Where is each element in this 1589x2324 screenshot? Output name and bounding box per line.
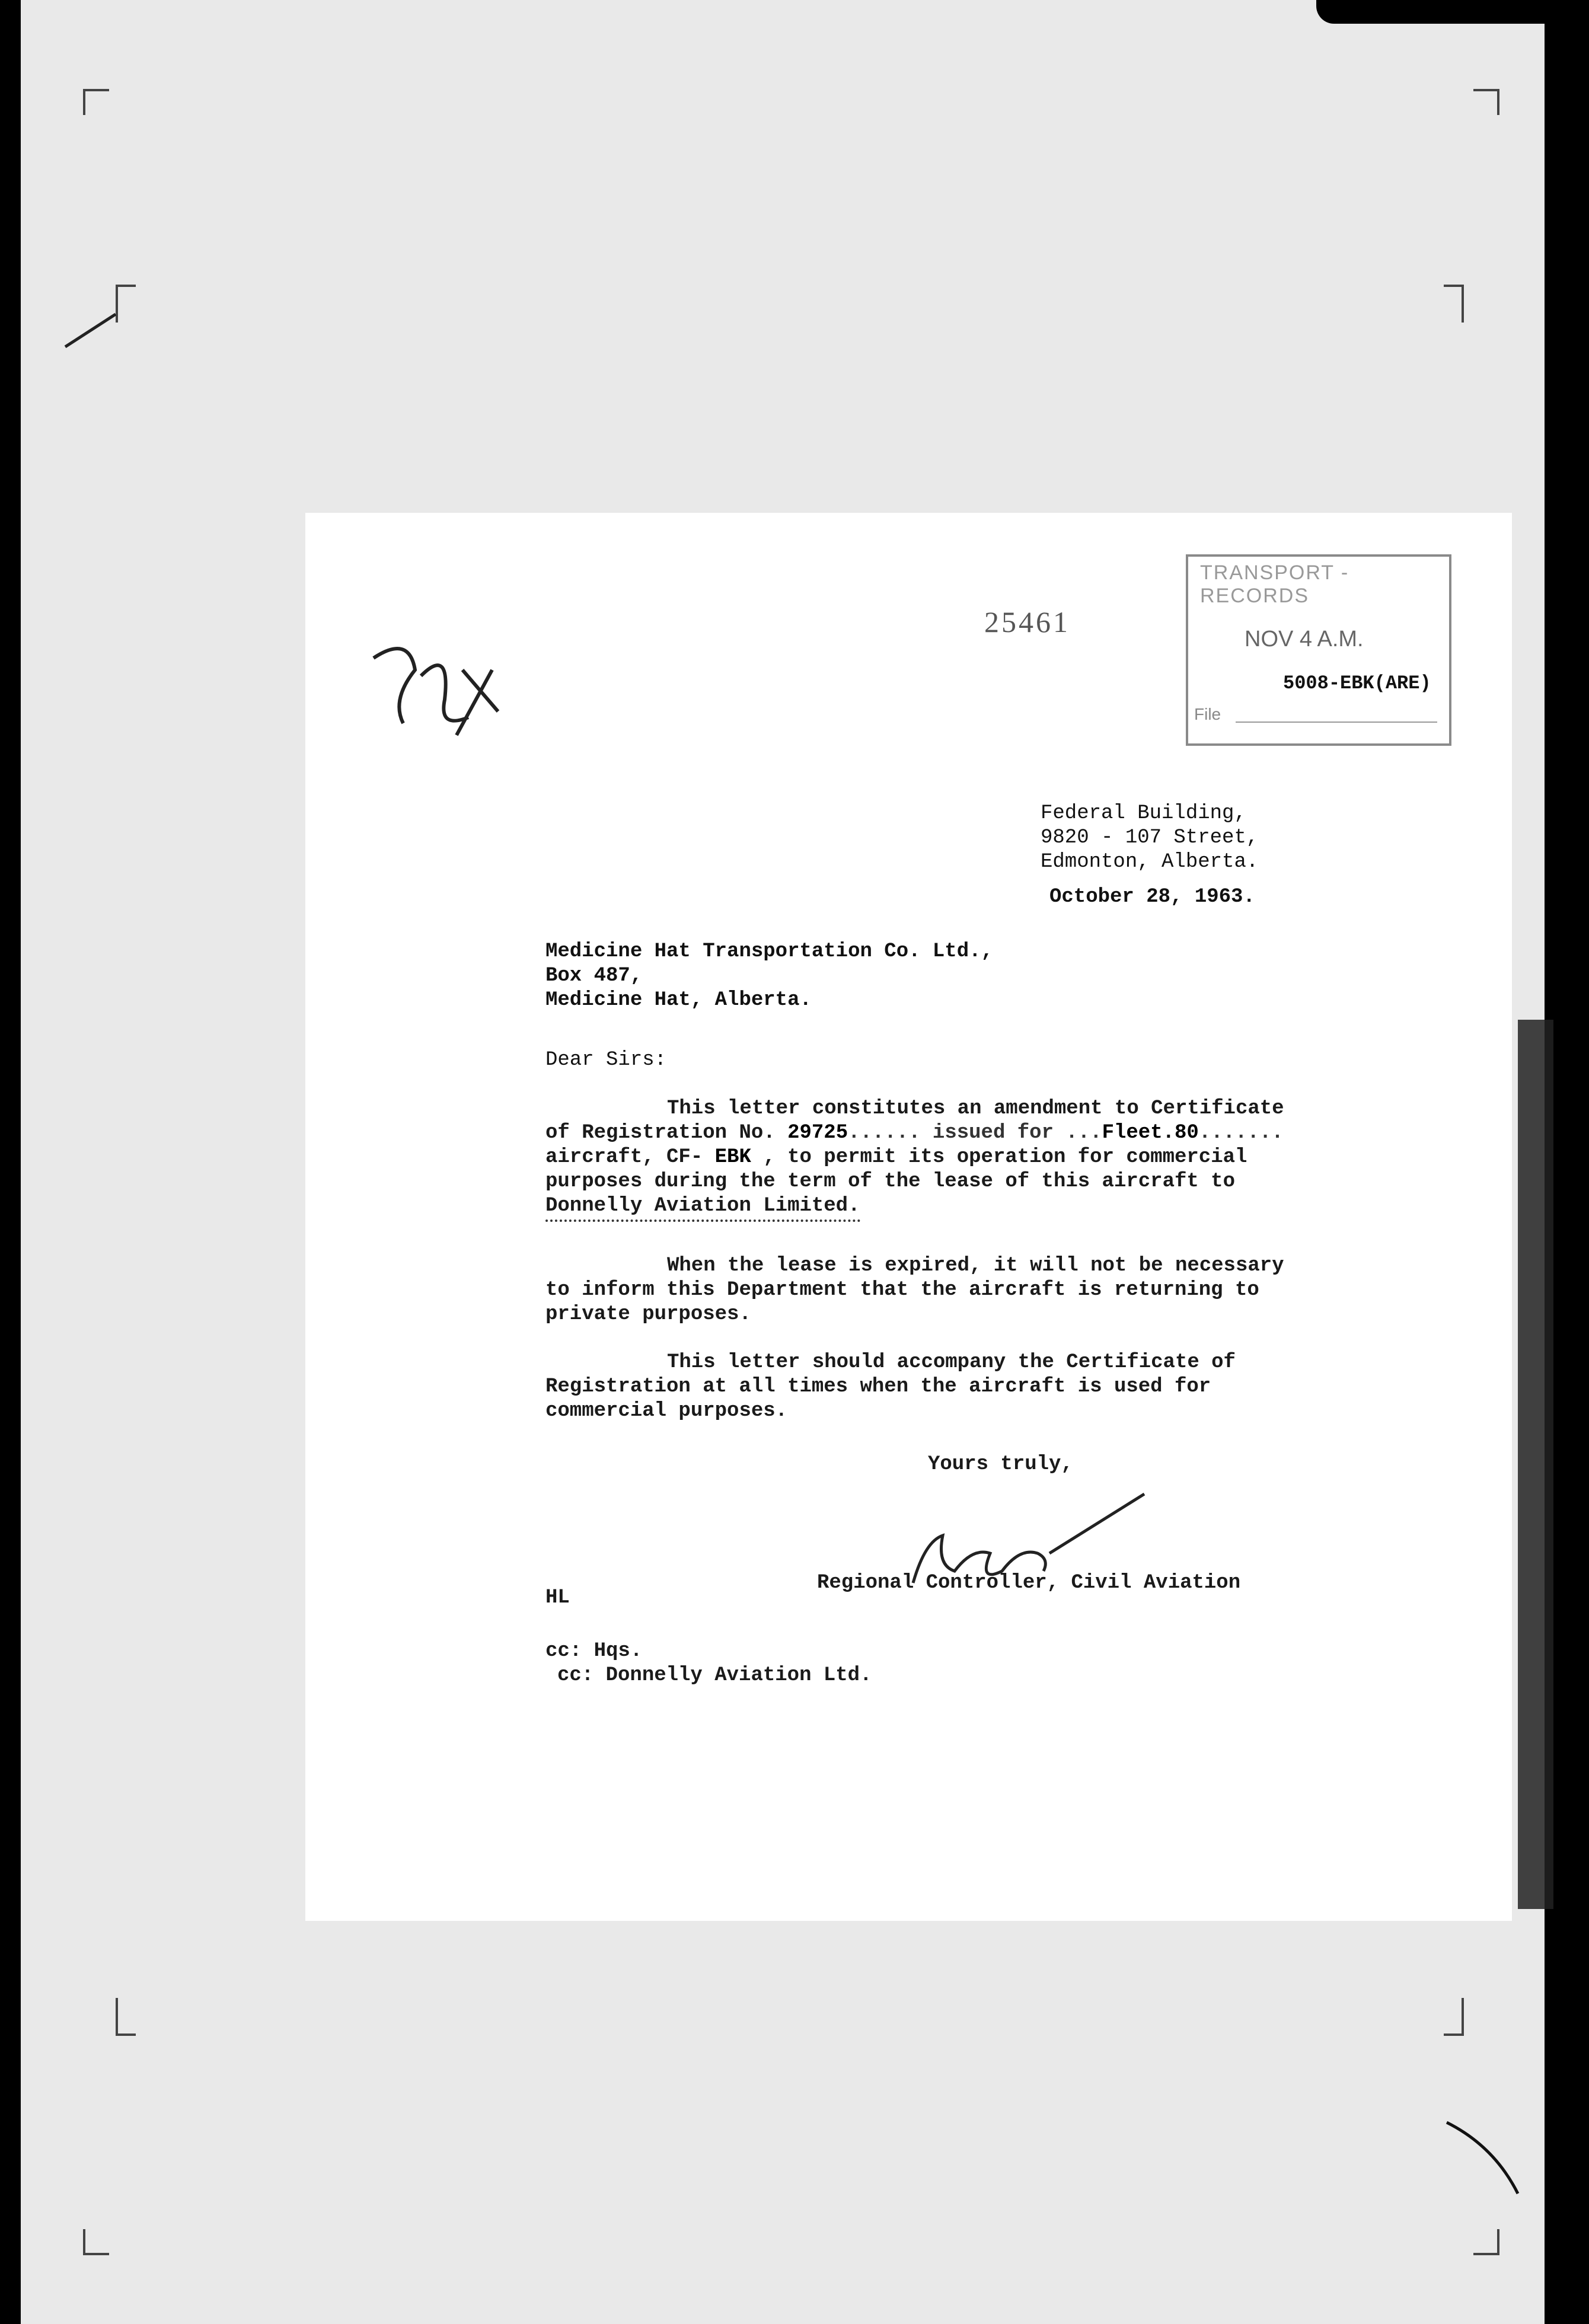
aircraft-type: Fleet.80 (1102, 1122, 1199, 1144)
para1-line2 (545, 1121, 1284, 1145)
stamp-file-label: File (1194, 705, 1221, 723)
para3-line2: Registration at all times when the aircraft is used for (545, 1375, 1211, 1398)
handwritten-initials (356, 634, 522, 753)
para1-line2-end: ....... (1198, 1122, 1284, 1144)
stamp-received-date: NOV 4 A.M. (1245, 627, 1364, 652)
para1-line3-start: aircraft, CF- (545, 1146, 715, 1169)
recipient-line1: Medicine Hat Transportation Co. Ltd., (545, 940, 993, 963)
records-stamp (1186, 554, 1451, 746)
stamp-file-line (1236, 722, 1437, 723)
recipient-line3: Medicine Hat, Alberta. (545, 989, 812, 1011)
sender-address-line1: Federal Building, (1041, 802, 1246, 825)
sender-address-line2: 9820 - 107 Street, (1041, 826, 1259, 849)
signature-title: Regional Controller, Civil Aviation (817, 1572, 1241, 1594)
cc-line2: cc: Donnelly Aviation Ltd. (557, 1664, 872, 1687)
salutation: Dear Sirs: (545, 1049, 667, 1071)
para2-line3: private purposes. (545, 1303, 751, 1326)
para2-line1: When the lease is expired, it will not be necessary (667, 1254, 1284, 1277)
lessee-name: Donnelly Aviation Limited. (545, 1194, 860, 1222)
recipient-line2: Box 487, (545, 965, 643, 987)
closing: Yours truly, (928, 1453, 1073, 1476)
document-number: 25461 (984, 605, 1070, 639)
letter-date: October 28, 1963. (1049, 886, 1255, 908)
stamp-header: TRANSPORT - RECORDS (1200, 561, 1349, 607)
para1-line1: This letter constitutes an amendment to Certificate (667, 1097, 1284, 1120)
registration-mark: EBK (714, 1146, 751, 1169)
typist-initials: HL (545, 1586, 570, 1609)
stamp-file-number: 5008-EBK(ARE) (1283, 672, 1431, 694)
para3-line1: This letter should accompany the Certificate of (667, 1351, 1236, 1374)
para1-line3 (545, 1145, 1247, 1170)
cc-line1: cc: Hqs. (545, 1640, 643, 1662)
para3-line3: commercial purposes. (545, 1400, 788, 1422)
para1-line4: purposes during the term of the lease of this aircraft to (545, 1170, 1235, 1193)
registration-number: 29725 (787, 1122, 848, 1144)
para1-line2-start: of Registration No. (545, 1122, 788, 1144)
para1-line3-end: , to permit its operation for commercial (751, 1146, 1247, 1169)
para2-line2: to inform this Department that the aircraft is returning to (545, 1279, 1259, 1301)
sender-address-line3: Edmonton, Alberta. (1041, 851, 1259, 873)
para1-line2-mid: ...... issued for ... (848, 1122, 1102, 1144)
